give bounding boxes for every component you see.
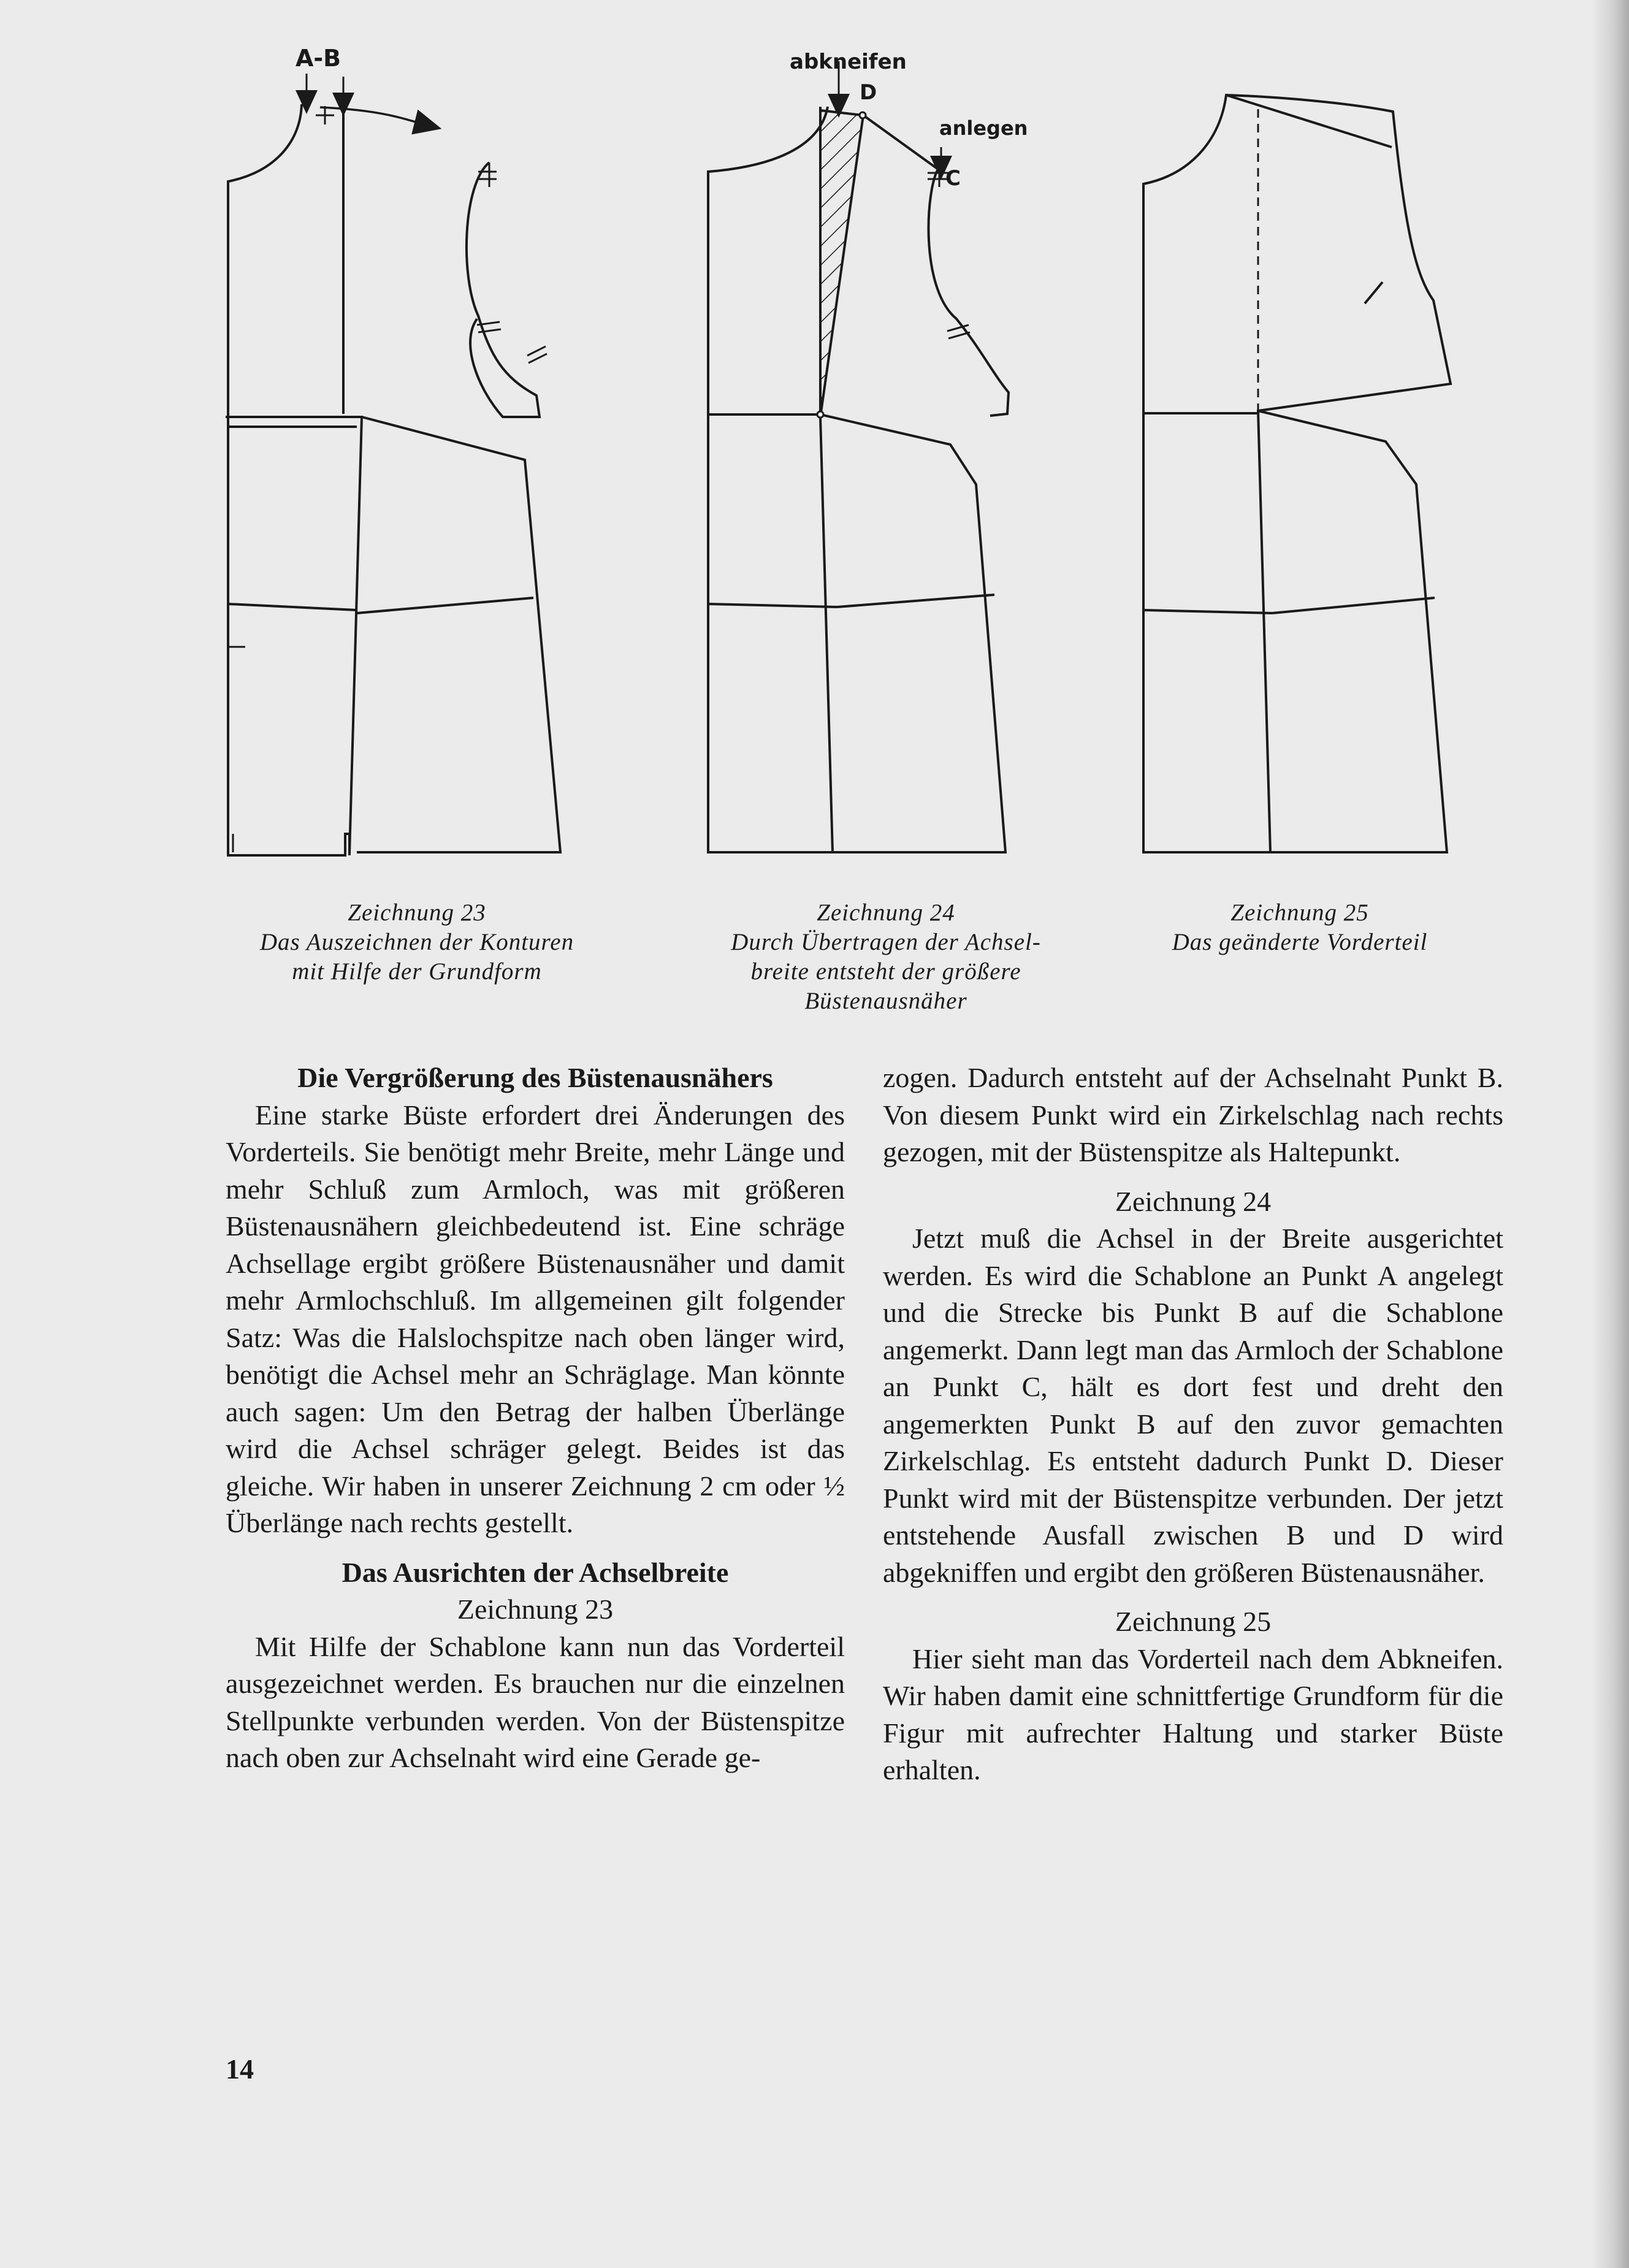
dart-hatched-area — [820, 110, 863, 417]
figure-25-drawing — [1128, 92, 1484, 871]
section-heading: Die Vergrößerung des Büstenausnähers — [297, 1062, 773, 1093]
page-edge-shadow — [1592, 0, 1629, 2268]
label-abkneifen: abkneifen — [790, 50, 907, 74]
waist-line — [1143, 598, 1435, 613]
pattern-outline-left — [708, 107, 833, 852]
figure-reference: Zeichnung 23 — [457, 1594, 614, 1625]
body-paragraph: Eine starke Büste erfordert drei Änderungen des Vorderteils. Sie benötigt mehr Breite, mehr Länge und mehr Schluß zum Armloch, was mit größeren Büstenausnähern gleichbedeutend ist. Eine schräge Achsellage ergibt größere Büstenausnäher und damit mehr Armlochschluß. Im allgemeinen gilt folgender Satz: Was die Halslochspitze nach oben länger wird, benötigt die Achsel mehr an Schräglage. Man könnte auch sagen: Um den Betrag der halben Überlänge wird die Achsel schräger gelegt. Beides ist das gleiche. Wir haben in unserer Zeichnung 2 cm oder ½ Überlänge nach rechts gestellt. — [226, 1099, 845, 1538]
section-heading: Das Ausrichten der Achselbreite — [341, 1556, 729, 1588]
body-paragraph: Jetzt muß die Achsel in der Breite ausgerichtet werden. Es wird die Schablone an Punkt A angelegt und die Strecke bis Punkt B auf die Schablone angemerkt. Dann legt man das Armloch der Schablone an Punkt C, hält es dort fest und dreht den angemerkten Punkt B auf den zuvor gemachten Zirkelschlag. Es entsteht dadurch Punkt D. Dieser Punkt wird mit der Büstenspitze verbunden. Der jetzt entstehende Ausfall zwischen B und D wird abgekniffen und ergibt den größeren Büstenausnäher. — [883, 1223, 1503, 1588]
caption-line: Büstenausnäher — [804, 988, 967, 1014]
caption-line: Zeichnung 24 — [817, 899, 955, 926]
figure-reference: Zeichnung 25 — [1115, 1606, 1272, 1637]
label-d: D — [860, 80, 877, 105]
caption-line: Das geänderte Vorderteil — [1172, 929, 1428, 955]
body-paragraph: zogen. Dadurch entsteht auf der Achselnaht Punkt B. Von diesem Punkt wird ein Zirkelschlag nach rechts gezogen, mit der Büstenspitze als Haltepunkt. — [883, 1062, 1503, 1167]
figure-24-drawing — [699, 43, 1091, 871]
pattern-outline-left — [228, 104, 349, 855]
armhole — [929, 169, 1009, 416]
upper-cut-line — [1226, 95, 1392, 147]
shoulder-line — [863, 115, 938, 169]
pattern-outline — [1143, 95, 1451, 852]
caption-figure-24 — [681, 898, 1091, 1016]
body-paragraph: Mit Hilfe der Schablone kann nun das Vorderteil ausgezeichnet werden. Es brauchen nur die einzelnen Stellpunkte verbunden werden. Von der Büstenspitze nach oben zur Achselnaht wird eine Gerade ge- — [226, 1630, 845, 1773]
caption-figure-25 — [1128, 898, 1471, 957]
caption-line: Zeichnung 23 — [348, 899, 486, 926]
label-anlegen: anlegen — [939, 116, 1028, 140]
caption-line: Das Auszeichnen der Konturen — [259, 929, 574, 955]
label-a-b: A-B — [296, 45, 341, 72]
figure-reference: Zeichnung 24 — [1115, 1185, 1272, 1217]
label-c: C — [945, 166, 961, 191]
caption-line: Zeichnung 25 — [1230, 899, 1369, 926]
waist-line — [708, 595, 994, 607]
waist-line — [228, 598, 533, 613]
figure-23-drawing — [221, 37, 576, 871]
pattern-lower-right-piece — [357, 417, 560, 852]
bust-dart-line — [708, 414, 1005, 852]
left-text-column — [226, 1060, 845, 1777]
caption-line: mit Hilfe der Grundform — [292, 958, 542, 985]
caption-figure-23 — [218, 898, 616, 987]
bust-dart — [1143, 411, 1447, 852]
body-paragraph: Hier sieht man das Vorderteil nach dem Abkneifen. Wir haben damit eine schnittfertige Grundform für die Figur mit aufrechter Haltung und starker Büste erhalten. — [883, 1643, 1503, 1785]
armhole-notch — [1365, 282, 1383, 304]
page-number: 14 — [226, 2053, 254, 2085]
right-text-column — [883, 1060, 1503, 1789]
caption-line: Durch Übertragen der Achsel- — [731, 929, 1041, 955]
caption-line: breite entsteht der größere — [750, 958, 1021, 985]
armhole-upper-piece — [467, 162, 540, 417]
pattern-upper-piece — [226, 112, 362, 854]
